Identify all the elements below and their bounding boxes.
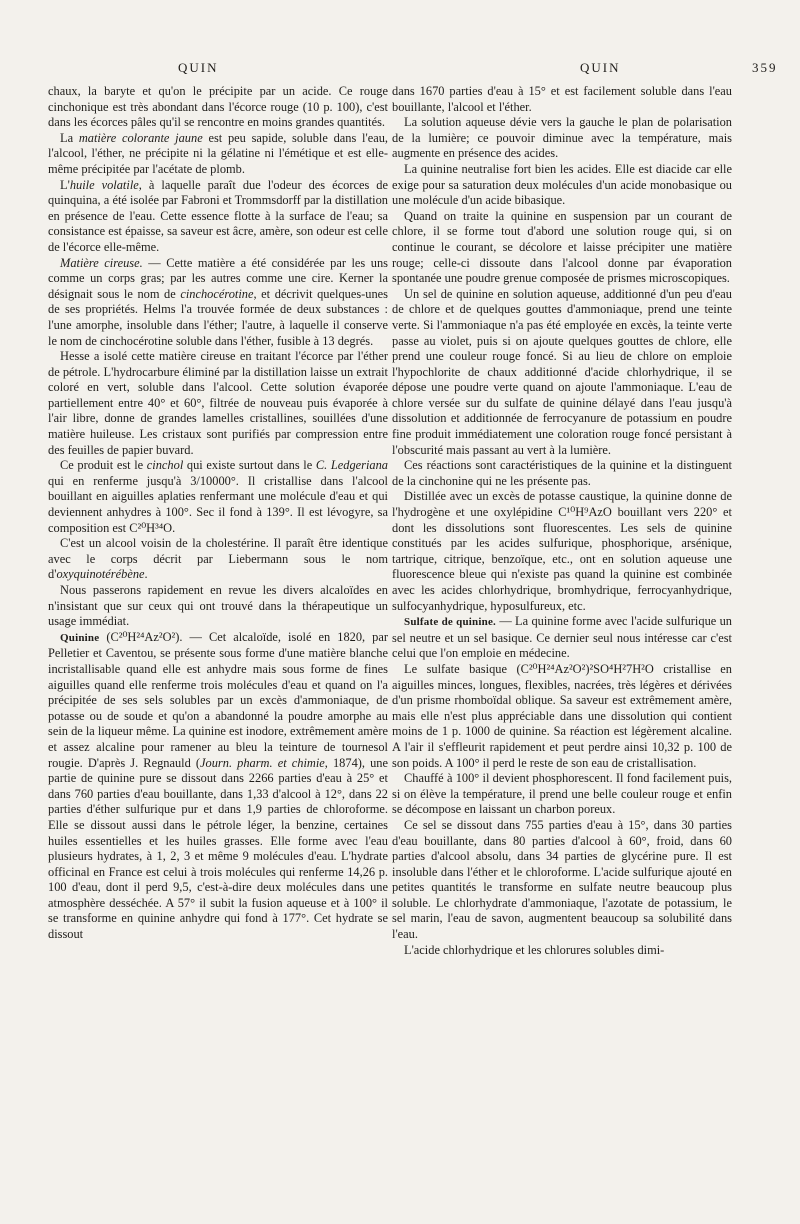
paragraph-sulfate: Sulfate de quinine. — La quinine forme avec l'acide sulfurique un sel neutre et un sel basique. Ce dernier seul nous intéresse car c'est celui que l'on emploie en médecine. [392, 614, 732, 661]
paragraph-quinine: Quinine (C²⁰H²⁴Az²O²). — Cet alcaloïde, isolé en 1820, par Pelletier et Caventou, se présente sous forme d'une matière blanche incristallisable quand elle est anhydre mais sous forme de fines aiguilles quand elle renferme trois molécules d'eau et quand on l'a précipitée de ses sels solubles par un excès d'ammoniaque, de potasse ou de soude et qu'on a abandonné la poudre amorphe au sein de la liqueur même. La quinine est inodore, extrêmement amère et assez alcaline pour ramener au bleu la teinture de tournesol rougie. D'après J. Regnauld (Journ. pharm. et chimie, 1874), une partie de quinine pure se dissout dans 2266 parties d'eau à 25° et dans 760 parties d'eau bouillante, dans 1,33 d'alcool à 12°, dans 22 parties d'éther sulfurique pur et dans 1,9 parties de chloroforme. Elle se dissout aussi dans le pétrole léger, la benzine, certaines huiles essentielles et les huiles grasses. Elle forme avec l'eau plusieurs hydrates, à 1, 2, 3 et même 9 molécules d'eau. L'hydrate officinal en France est celui à trois molécules qui renferme 14,26 p. 100 d'eau, dont il perd 9,5, c'est-à-dire deux molécules dans une atmosphère desséchée. A 57° il subit la fusion aqueuse et à 100° il se transforme en quinine anhydre qui fond à 177°. Cet hydrate se dissout [48, 629, 388, 942]
paragraph-caracteristiques: Ces réactions sont caractéristiques de la quinine et la distinguent de la cinchonine qui ne les présente pas. [392, 458, 732, 488]
paragraph-dissolution: Ce sel se dissout dans 755 parties d'eau à 15°, dans 30 parties d'eau bouillante, dans 80 parties d'alcool à 60°, froid, dans 60 parties d'alcool absolu, dans 34 parties de glycérine pure. Il est insoluble dans l'éther et le chloroforme. L'acide sulfurique ajouté en petites quantités le transforme en sulfate neutre beaucoup plus soluble. Le chlorhydrate d'ammoniaque, l'azotate de potassium, le sel marin, l'eau de savon, augmentent beaucoup sa solubilité dans l'eau. [392, 817, 732, 942]
paragraph-hesse: Hesse a isolé cette matière cireuse en traitant l'écorce par l'éther de pétrole. L'hydrocarbure éliminé par la distillation laisse un extrait coloré en vert, soluble dans l'alcool. Cette solution évaporée partiellement entre 40° et 60°, filtrée de nouveau puis évaporée à l'air libre, donne de grandes lamelles cristallines, souillées d'une matière huileuse. Les cristaux sont purifiés par compression entre des feuilles de papier buvard. [48, 349, 388, 457]
paragraph-distillee: Distillée avec un excès de potasse caustique, la quinine donne de l'hydrogène et une oxylépidine C¹⁰H⁹AzO bouillant vers 220° et dont les dissolutions sont fluorescentes. Les sels de quinine constitués par les acides sulfurique, phosphorique, arsénique, tartrique, citrique, benzoïque, etc., ont en solution aqueuse une fluorescence bleue qui n'existe pas quand la quinine est combinée avec les acides chlorhydrique, bromhydrique, ferrocyanhydrique, sulfocyanhydrique, hyposulfureux, etc. [392, 489, 732, 613]
paragraph-polarisation: La solution aqueuse dévie vers la gauche le plan de polarisation de la lumière; ce pouvoir diminue avec la température, mais augmente en présence des acides. [392, 115, 732, 161]
paragraph-chauffe: Chauffé à 100° il devient phosphorescent. Il fond facilement puis, si on élève la température, il prend une belle couleur rouge et enfin se décompose en laissant un charbon poreux. [392, 771, 732, 817]
paragraph-huile-volatile: L'huile volatile, à laquelle paraît due l'odeur des écorces de quinquina, a été isolée par Fabroni et Trommsdorff par la distillation en présence de l'eau. Cette essence flotte à la surface de l'eau; sa consistance est épaisse, sa saveur est âcre, amère, son odeur est celle de l'écorce elle-même. [48, 177, 388, 254]
running-head-left: QUIN [178, 60, 219, 75]
paragraph-chlore: Quand on traite la quinine en suspension par un courant de chlore, il se forme tout d'abord une solution rouge qui, si on continue le courant, se décolore et laisse précipiter une matière rouge; celle-ci dissoute dans l'alcool donne par évaporation spontanée une poudre grenue composée de prismes microscopiques. [392, 208, 732, 286]
paragraph-alcaloides: Nous passerons rapidement en revue les divers alcaloïdes en n'insistant que sur ceux qui ont trouvé dans la thérapeutique un usage immédiat. [48, 583, 388, 629]
paragraph-reaction-verte: Un sel de quinine en solution aqueuse, additionné d'un peu d'eau de chlore et de quelques gouttes d'ammoniaque, prend une teinte verte. Si l'ammoniaque n'a pas été employée en excès, la teinte verte passe au violet, puis si on ajoute quelques gouttes de chlore, elle prend une couleur rouge foncé. Si au lieu de chlore on emploie l'hypochlorite de chaux additionné d'acide chlorhydrique, il se dépose une poudre verte quand on ajoute l'ammoniaque. L'eau de chlore versée sur du sulfate de quinine délayé dans l'eau jusqu'à dissolution et additionnée de ferrocyanure de potassium en poudre fine produit immédiatement une coloration rouge foncé persistant à l'obscurité mais passant au vert à la lumière. [392, 286, 732, 457]
right-column [392, 84, 732, 958]
paragraph-solubilite: dans 1670 parties d'eau à 15° et est facilement soluble dans l'eau bouillante, l'alcool et l'éther. [392, 84, 732, 114]
left-column [48, 84, 388, 943]
running-head-right: QUIN [580, 60, 621, 75]
page-number: 359 [752, 60, 778, 75]
paragraph-matiere-cireuse: Matière cireuse. — Cette matière a été considérée par les uns comme un corps gras; par les autres comme une cire. Kerner la désignait sous le nom de cinchocérotine, et décrivit quelques-unes de ses propriétés. Helms l'a trouvée formée de deux substances : l'une amorphe, insoluble dans l'éther; l'autre, à laquelle il conserve le nom de cinchocérotine soluble dans l'éther, fusible à 13 degrés. [48, 255, 389, 348]
paragraph-cinchol: Ce produit est le cinchol qui existe surtout dans le C. Ledgeriana qui en renferme jusqu'à 3/10000°. Il cristallise dans l'alcool bouillant en aiguilles aplaties renfermant une molécule d'eau et qui deviennent anhydres à 100°. Sec il fond à 139°. Il est lévogyre, sa composition est C²⁰H³⁴O. [48, 458, 388, 535]
paragraph-oxyquinoterebene: C'est un alcool voisin de la cholestérine. Il paraît être identique avec le corps décrit par Liebermann sous le nom d'oxyquinotérébène. [48, 536, 388, 582]
paragraph-sulfate-basique: Le sulfate basique (C²⁰H²⁴Az²O²)²SO⁴H²7H²O cristallise en aiguilles minces, longues, flexibles, nacrées, très légères et dérivées d'un prisme rhomboïdal oblique. Sa saveur est extrêmement amère, mais elle n'est plus appréciable dans une dissolution qui contient moins de 1 p. 1000 de quinine. Sa réaction est légèrement alcaline. A l'air il s'effleurit rapidement et peut perdre ainsi 10,32 p. 100 de son poids. A 100° il perd le reste de son eau de cristallisation. [392, 661, 732, 770]
paragraph-rouge-cinchonique: chaux, la baryte et qu'on le précipite par un acide. Ce rouge cinchonique est très abondant dans l'écorce rouge (10 p. 100), c'est dans les écorces pâles qu'il se rencontre en moins grandes quantités. [48, 84, 388, 130]
paragraph-matiere-colorante: La matière colorante jaune est peu sapide, soluble dans l'eau, l'alcool, l'éther, ne précipite ni la gélatine ni l'émétique et est elle-même précipitée par l'acétate de plomb. [48, 130, 389, 176]
paragraph-acide-chlorhydrique: L'acide chlorhydrique et les chlorures solubles dimi- [404, 942, 665, 957]
paragraph-diacide: La quinine neutralise fort bien les acides. Elle est diacide car elle exige pour sa saturation deux molécules d'un acide monobasique ou une molécule d'un acide bibasique. [392, 161, 732, 208]
